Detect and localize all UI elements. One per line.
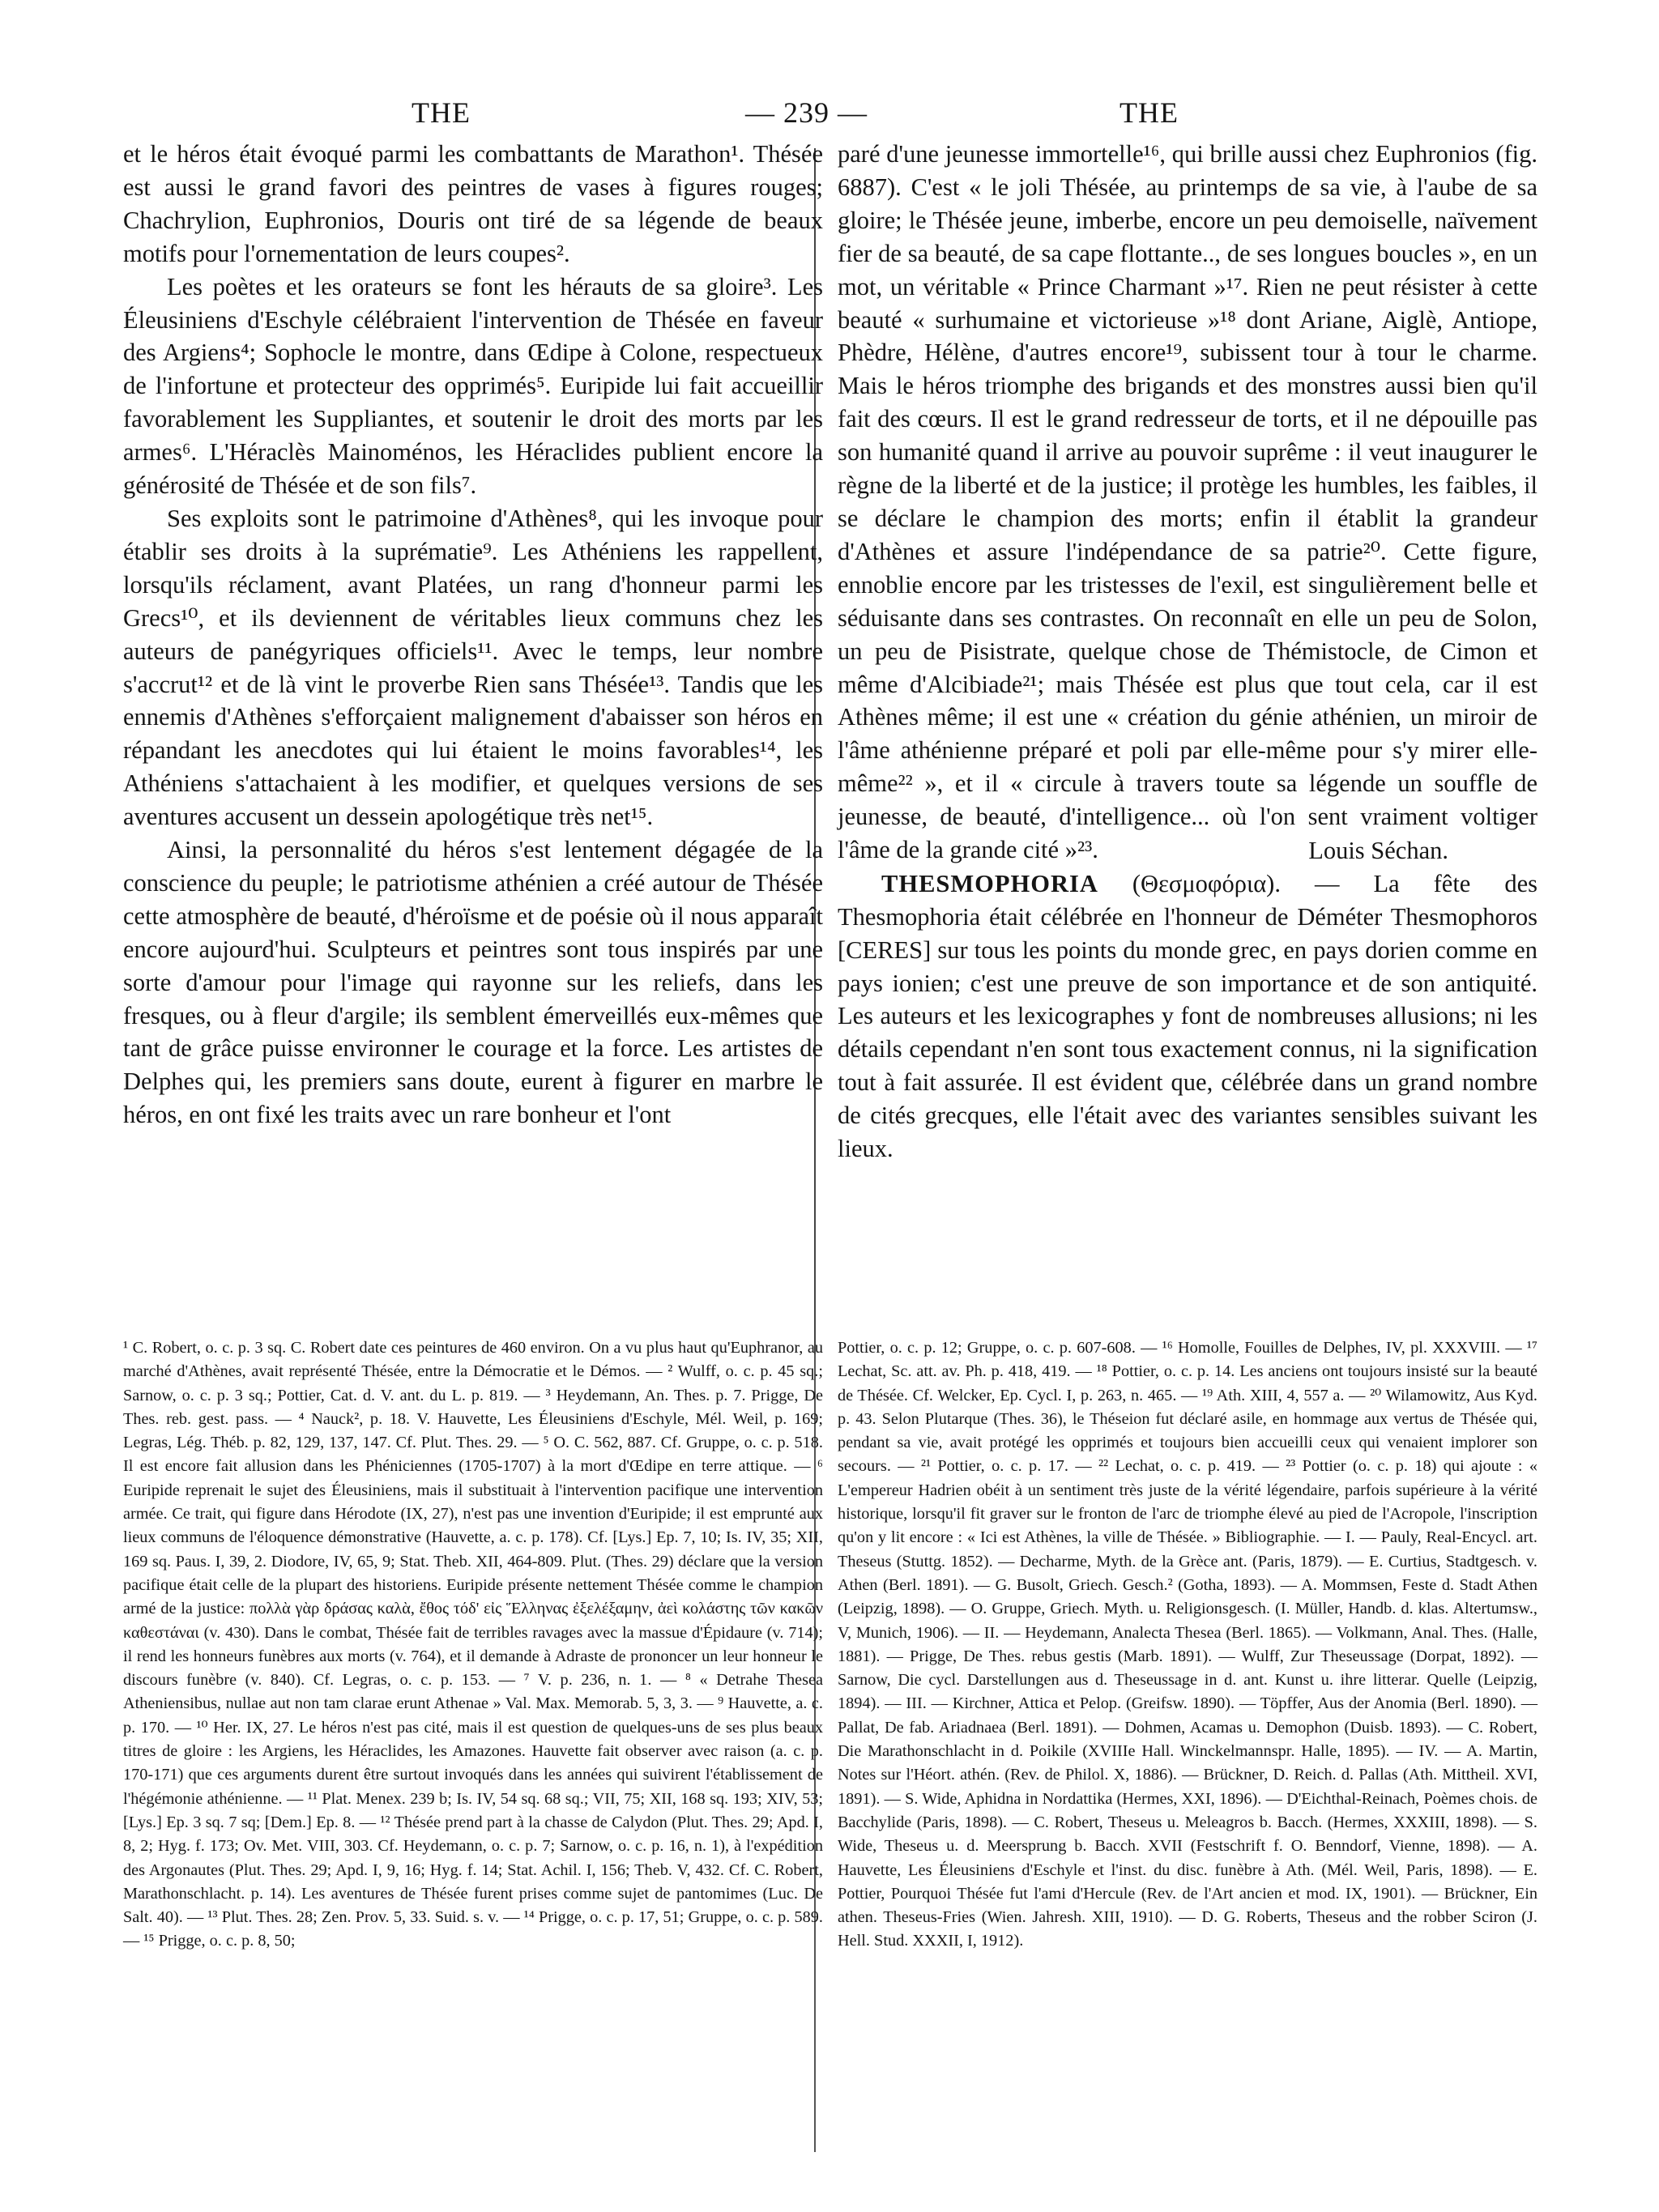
running-head-left: THE bbox=[412, 96, 471, 129]
left-column bbox=[123, 138, 823, 1132]
author-signature: Louis Séchan. bbox=[1308, 836, 1448, 864]
right-column bbox=[838, 138, 1537, 1166]
running-head-right: THE bbox=[1120, 96, 1179, 129]
page-number: — 239 — bbox=[745, 96, 868, 129]
paragraph: et le héros était évoqué parmi les combattants de Marathon¹. Thésée est aussi le grand favori des peintres de vases à figures rouges; Chachrylion, Euphronios, Douris ont tiré de sa légende de beaux motifs pour l'ornementation de leurs coupes². bbox=[123, 140, 823, 267]
paragraph: paré d'une jeunesse immortelle¹⁶, qui brille aussi chez Euphronios (fig. 6887). C'est « le joli Thésée, au printemps de sa vie, à l'aube de sa gloire; le Thésée jeune, imberbe, encore un peu demoiselle, naïvement fier de sa beauté, de sa cape flottante.., de ses longues boucles », en un mot, un véritable « Prince Charmant »¹⁷. Rien ne peut résister à cette beauté « surhumaine et victorieuse »¹⁸ dont Ariane, Aiglè, Antiope, Phèdre, Hélène, d'autres encore¹⁹, subissent tour à tour le charme. Mais le héros triomphe des brigands et des monstres aussi bien qu'il fait des cœurs. Il est le grand redresseur de torts, et il ne dépouille pas son humanité quand il arrive au pouvoir suprême : il veut inaugurer le règne de la liberté et de la justice; il protège les humbles, les faibles, il se déclare le champion des morts; enfin il établit la grandeur d'Athènes et assure l'indépendance de sa patrie²⁰. Cette figure, ennoblie encore par les tristesses de l'exil, est singulièrement belle et séduisante dans ses contrastes. On reconnaît en elle un peu de Solon, un peu de Pisistrate, quelque chose de Thémistocle, de Cimon et même d'Alcibiade²¹; mais Thésée est plus que tout cela, car il est Athènes même; il est une « création du génie athénien, un miroir de l'âme athénienne préparé et poli par elle-même pour s'y mirer elle-même²² », et il « circule à travers toute sa légende un souffle de jeunesse, de beauté, d'intelligence... où l'on sent vraiment voltiger l'âme de la grande cité »²³. bbox=[838, 140, 1537, 864]
footnotes-left bbox=[123, 1336, 823, 1954]
footnote-text: Pottier, o. c. p. 12; Gruppe, o. c. p. 607-608. — ¹⁶ Homolle, Fouilles de Delphes, IV, pl. XXXVIII. — ¹⁷ Lechat, Sc. att. av. Ph. p. 418, 419. — ¹⁸ Pottier, o. c. p. 14. Les anciens ont toujours insisté sur la beauté de Thésée. Cf. Welcker, Ep. Cycl. I, p. 263, n. 465. — ¹⁹ Ath. XIII, 4, 557 a. — ²⁰ Wilamowitz, Aus Kyd. p. 43. Selon Plutarque (Thes. 36), le Théseion fut déclaré asile, en hommage aux vertus de Thésée qui, pendant sa vie, avait protégé les opprimés et toujours bien accueilli ceux qui venaient implorer son secours. — ²¹ Pottier, o. c. p. 17. — ²² Lechat, o. c. p. 419. — ²³ Pottier (o. c. p. 18) qui ajoute : « L'empereur Hadrien obéit à un sentiment très juste de la vérité légendaire, parfois supérieure à la vérité historique, lorsqu'il fit graver sur le fronton de l'arc de triomphe élevé au pied de l'Acropole, l'inscription qu'on y lit encore : « Ici est Athènes, la ville de Thésée. » Bibliographie. — I. — Pauly, Real-Encycl. art. Theseus (Stuttg. 1852). — Decharme, Myth. de la Grèce ant. (Paris, 1879). — E. Curtius, Stadtgesch. v. Athen (Berl. 1891). — G. Busolt, Griech. Gesch.² (Gotha, 1893). — A. Mommsen, Feste d. Stadt Athen (Leipzig, 1898). — O. Gruppe, Griech. Myth. u. Religionsgesch. (I. Müller, Handb. d. klas. Altertumsw., V, Munich, 1906). — II. — Heydemann, Analecta Thesea (Berl. 1865). — Volkmann, Anal. Thes. (Halle, 1881). — Prigge, De Thes. rebus gestis (Marb. 1891). — Wulff, Zur Theseussage (Dorpat, 1892). — Sarnow, Die cycl. Darstellungen aus d. Theseussage in d. ant. Kunst u. ihre litterar. Quelle (Leipzig, 1894). — III. — Kirchner, Attica et Pelop. (Greifsw. 1890). — Töpffer, Aus der Anomia (Berl. 1890). — Pallat, De fab. Ariadnaea (Berl. 1891). — Dohmen, Acamas u. Demophon (Duisb. 1893). — C. Robert, Die Marathonschlacht in d. Poikile (XVIIIe Hall. Winckelmannspr. Halle, 1895). — IV. — A. Martin, Notes sur l'Héort. athén. (Rev. de Philol. X, 1886). — Brückner, D. Reich. d. Pallas (Ath. Mittheil. XVI, 1891). — S. Wide, Aphidna in Nordattika (Hermes, XXI, 1896). — D'Eichthal-Reinach, Poèmes chois. de Bacchylide (Paris, 1898). — C. Robert, Theseus u. Meleagros b. Bacch. (Hermes, XXXIII, 1898). — S. Wide, Theseus u. d. Meersprung b. Bacch. XVII (Festschrift f. O. Benndorf, Vienne, 1898). — A. Hauvette, Les Éleusiniens d'Eschyle et l'inst. du disc. funèbre à Ath. (Mél. Weil, Paris, 1898). — E. Pottier, Pourquoi Thésée fut l'ami d'Hercule (Rev. de l'Art ancien et mod. IX, 1901). — Brückner, Ein athen. Theseus-Fries (Wien. Jahresh. XIII, 1910). — D. G. Roberts, Theseus and the robber Sciron (J. Hell. Stud. XXXII, I, 1912). bbox=[838, 1339, 1537, 1950]
entry-text: — La fête des Thesmophoria était célébrée en l'honneur de Déméter Thesmophoros [CERES] sur tous les points du monde grec, en pays dorien comme en pays ionien; c'est une preuve de son importance et de son antiquité. Les auteurs et les lexicographes y font de nombreuses allusions; ni les détails cependant n'en sont tous exactement connus, ni la signification tout à fait assurée. Il est évident que, célébrée dans un grand nombre de cités grecques, elle l'était avec des variantes sensibles suivant les lieux. bbox=[838, 869, 1537, 1163]
entry-greek: (Θεσμοφόρια). bbox=[1132, 869, 1281, 897]
entry-paragraph bbox=[838, 867, 1537, 1166]
footnote-text: ¹ C. Robert, o. c. p. 3 sq. C. Robert date ces peintures de 460 environ. On a vu plus haut qu'Euphranor, au marché d'Athènes, avait représenté Thésée, entre la Démocratie et le Démos. — ² Wulff, o. c. p. 45 sq.; Sarnow, o. c. p. 3 sq.; Pottier, Cat. d. V. ant. du L. p. 819. — ³ Heydemann, An. Thes. p. 7. Prigge, De Thes. reb. gest. pass. — ⁴ Nauck², p. 18. V. Hauvette, Les Éleusiniens d'Eschyle, Mél. Weil, p. 169; Legras, Lég. Théb. p. 82, 129, 137, 147. Cf. Plut. Thes. 29. — ⁵ O. C. 562, 887. Cf. Gruppe, o. c. p. 518. Il est encore fait allusion dans les Phéniciennes (1705-1707) à la mort d'Œdipe en terre attique. — ⁶ Euripide reprenait le sujet des Éleusiniens, mais il substituait à l'intervention pacifique une intervention armée. Ce trait, qui figure dans Hérodote (IX, 27), n'est pas une invention d'Euripide; il est emprunté aux lieux communs de l'éloquence démonstrative (Hauvette, a. c. p. 178). Cf. [Lys.] Ep. 7, 10; Is. IV, 35; XII, 169 sq. Paus. I, 39, 2. Diodore, IV, 65, 9; Stat. Theb. XII, 464-809. Plut. (Thes. 29) déclare que la version pacifique était celle de la plupart des historiens. Euripide présente nettement Thésée comme le champion armé de la justice: πολλὰ γὰρ δράσας καλὰ, ἔθος τόδ' εἰς Ἕλληνας ἐξελέξαμην, ἀεὶ κολάστης τῶν κακῶν καθεστάναι (v. 430). Dans le combat, Thésée fait de terribles ravages avec la massue d'Épidaure (v. 714); il rend les honneurs funèbres aux morts (v. 764), et il demande à Adraste de prononcer un leur honneur le discours funèbre (v. 840). Cf. Legras, o. c. p. 153. — ⁷ V. p. 236, n. 1. — ⁸ « Detrahe Thesea Atheniensibus, nullae aut non tam clarae erunt Athenae » Val. Max. Memorab. 5, 3, 3. — ⁹ Hauvette, a. c. p. 170. — ¹⁰ Her. IX, 27. Le héros n'est pas cité, mais il est question de quelques-uns de ses plus beaux titres de gloire : les Argiens, les Héraclides, les Amazones. Hauvette fait observer avec raison (a. c. p. 170-171) que ces arguments durent être surtout invoqués dans les années qui suivirent l'établissement de l'hégémonie athénienne. — ¹¹ Plat. Menex. 239 b; Is. IV, 54 sq. 68 sq.; VII, 75; XII, 168 sq. 193; XIV, 53; [Lys.] Ep. 3 sq. 7 sq; [Dem.] Ep. 8. — ¹² Thésée prend part à la chasse de Calydon (Plut. Thes. 29; Apd. I, 8, 2; Hyg. f. 173; Ov. Met. VIII, 303. Cf. Heydemann, o. c. p. 7; Sarnow, o. c. p. 16, n. 1), à l'expédition des Argonautes (Plut. Thes. 29; Apd. I, 9, 16; Hyg. f. 14; Stat. Achil. I, 156; Theb. V, 432. Cf. C. Robert, Marathonschlacht. p. 14). Les aventures de Thésée furent prises comme sujet de pantomimes (Luc. De Salt. 40). — ¹³ Plut. Thes. 28; Zen. Prov. 5, 33. Suid. s. v. — ¹⁴ Prigge, o. c. p. 17, 51; Gruppe, o. c. p. 589. — ¹⁵ Prigge, o. c. p. 8, 50; bbox=[123, 1339, 823, 1950]
paragraph: Ainsi, la personnalité du héros s'est lentement dégagée de la conscience du peuple; le patriotisme athénien a créé autour de Thésée cette atmosphère de beauté, d'héroïsme et de poésie où il nous apparaît encore aujourd'hui. Sculpteurs et peintres sont tous inspirés par une sorte d'amour pour l'image qui rayonne sur les reliefs, dans les fresques, ou à fleur d'argile; ils semblent émerveillés eux-mêmes que tant de grâce puisse environner le courage et la force. Les artistes de Delphes qui, les premiers sans doute, eurent à figurer en marbre le héros, en ont fixé les traits avec un rare bonheur et l'ont bbox=[123, 836, 823, 1129]
footnotes-right bbox=[838, 1336, 1537, 1954]
paragraph: Les poètes et les orateurs se font les hérauts de sa gloire³. Les Éleusiniens d'Eschyle célébraient l'intervention de Thésée en faveur des Argiens⁴; Sophocle le montre, dans Œdipe à Colone, respectueux de l'infortune et protecteur des opprimés⁵. Euripide lui fait accueillir favorablement les Suppliantes, et soutenir le droit des morts par les armes⁶. L'Héraclès Mainoménos, les Héraclides publient encore la générosité de Thésée et de son fils⁷. bbox=[123, 272, 823, 500]
paragraph: Ses exploits sont le patrimoine d'Athènes⁸, qui les invoque pour établir ses droits à la suprématie⁹. Les Athéniens les rappellent, lorsqu'ils réclament, avant Platées, un rang d'honneur parmi les Grecs¹⁰, et ils deviennent de véritables lieux communs chez les auteurs de panégyriques officiels¹¹. Avec le temps, leur nombre s'accrut¹² et de là vint le proverbe Rien sans Thésée¹³. Tandis que les ennemis d'Athènes s'efforçaient malignement d'abaisser son héros en répandant les anecdotes qui lui étaient le moins favorables¹⁴, les Athéniens s'attachaient à les modifier, et quelques versions de ses aventures accusent un dessein apologétique très net¹⁵. bbox=[123, 504, 823, 831]
entry-headword: THESMOPHORIA bbox=[881, 869, 1098, 897]
